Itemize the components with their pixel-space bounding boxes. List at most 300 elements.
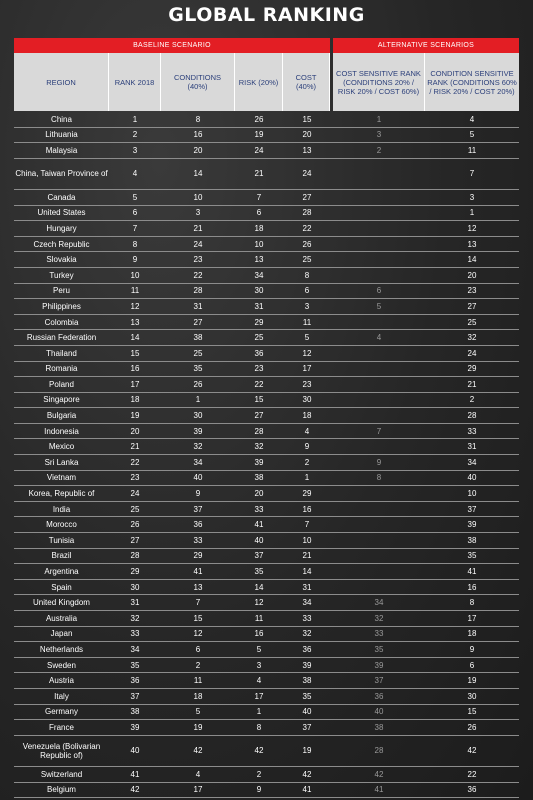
conditions-cell: 37 (193, 504, 203, 514)
rank-cell: 42 (130, 785, 140, 795)
cost-sensitive-cell (333, 190, 425, 205)
cost-cell: 21 (302, 551, 312, 561)
table-row (14, 705, 519, 721)
risk-cell: 18 (254, 223, 264, 233)
risk-cell: 4 (256, 676, 262, 686)
region-cell: India (52, 504, 71, 514)
rank-cell: 20 (130, 426, 140, 436)
risk-cell: 37 (254, 551, 264, 561)
table-row (14, 439, 519, 455)
conditions-cell: 29 (193, 551, 203, 561)
cost-cell: 28 (302, 208, 312, 218)
rank-cell: 18 (130, 395, 140, 405)
condition-sensitive-cell: 31 (467, 442, 477, 452)
risk-cell: 11 (254, 613, 264, 623)
risk-cell: 20 (254, 489, 264, 499)
condition-sensitive-cell: 33 (467, 426, 477, 436)
conditions-cell: 9 (195, 489, 201, 499)
cost-cell: 31 (302, 582, 312, 592)
rank-cell: 21 (130, 442, 140, 452)
risk-cell: 23 (254, 364, 264, 374)
column-header-rank: RANK 2018 (109, 53, 161, 111)
conditions-cell: 24 (193, 239, 203, 249)
condition-sensitive-cell: 34 (467, 457, 477, 467)
cost-sensitive-cell: 7 (376, 426, 382, 436)
cost-cell: 33 (302, 613, 312, 623)
cost-sensitive-cell (333, 408, 425, 423)
cost-sensitive-cell: 4 (376, 333, 382, 343)
condition-sensitive-cell: 10 (467, 489, 477, 499)
cost-sensitive-cell (333, 237, 425, 252)
column-header-risk: RISK (20%) (235, 53, 283, 111)
conditions-cell: 28 (193, 286, 203, 296)
rank-cell: 27 (130, 535, 140, 545)
rank-cell: 33 (130, 629, 140, 639)
cost-cell: 34 (302, 598, 312, 608)
condition-sensitive-cell: 39 (467, 520, 477, 530)
condition-sensitive-cell: 25 (467, 317, 477, 327)
region-cell: Sweden (47, 660, 76, 670)
cost-sensitive-cell: 39 (374, 660, 384, 670)
conditions-cell: 19 (193, 722, 203, 732)
region-cell: Korea, Republic of (28, 489, 95, 499)
region-cell: Malaysia (45, 145, 78, 155)
table-row (14, 486, 519, 502)
risk-cell: 2 (256, 769, 262, 779)
condition-sensitive-cell: 3 (469, 192, 475, 202)
region-cell: Indonesia (44, 426, 79, 436)
cost-sensitive-cell (333, 549, 425, 564)
conditions-cell: 2 (195, 660, 201, 670)
table-row (14, 346, 519, 362)
conditions-cell: 17 (193, 785, 203, 795)
cost-sensitive-cell (333, 206, 425, 221)
region-cell: Slovakia (46, 255, 77, 265)
cost-sensitive-cell (333, 377, 425, 392)
condition-sensitive-cell: 19 (467, 676, 477, 686)
rank-cell: 32 (130, 613, 140, 623)
rank-cell: 3 (132, 145, 138, 155)
rank-cell: 15 (130, 348, 140, 358)
table-row (14, 720, 519, 736)
table-row (14, 642, 519, 658)
cost-sensitive-cell: 37 (374, 676, 384, 686)
risk-cell: 34 (254, 270, 264, 280)
region-cell: Germany (45, 707, 78, 717)
condition-sensitive-cell: 35 (467, 551, 477, 561)
risk-cell: 25 (254, 333, 264, 343)
conditions-cell: 16 (193, 130, 203, 140)
cost-sensitive-cell (333, 159, 425, 189)
rank-cell: 2 (132, 130, 138, 140)
conditions-cell: 18 (193, 691, 203, 701)
region-cell: Morocco (46, 520, 77, 530)
cost-sensitive-cell: 3 (376, 130, 382, 140)
region-cell: Peru (53, 286, 70, 296)
region-cell: Italy (54, 691, 69, 701)
cost-cell: 23 (302, 379, 312, 389)
cost-cell: 8 (304, 270, 310, 280)
risk-cell: 32 (254, 442, 264, 452)
cost-cell: 30 (302, 395, 312, 405)
table-row (14, 517, 519, 533)
rank-cell: 25 (130, 504, 140, 514)
conditions-cell: 35 (193, 364, 203, 374)
page-title: GLOBAL RANKING (168, 4, 365, 26)
condition-sensitive-cell: 17 (467, 613, 477, 623)
risk-cell: 7 (256, 192, 262, 202)
conditions-cell: 12 (193, 629, 203, 639)
region-cell: Hungary (46, 223, 77, 233)
conditions-cell: 4 (195, 769, 201, 779)
cost-cell: 11 (302, 317, 312, 327)
region-cell: Colombia (44, 317, 79, 327)
region-cell: Poland (49, 379, 74, 389)
cost-sensitive-cell: 40 (374, 707, 384, 717)
baseline-scenario-header: BASELINE SCENARIO (14, 38, 330, 53)
condition-sensitive-cell: 36 (467, 785, 477, 795)
condition-sensitive-cell: 4 (469, 114, 475, 124)
column-header-conditions: CONDITIONS (40%) (161, 53, 235, 111)
region-cell: Austria (49, 676, 74, 686)
risk-cell: 19 (254, 130, 264, 140)
risk-cell: 29 (254, 317, 264, 327)
risk-cell: 1 (256, 707, 262, 717)
table-row (14, 377, 519, 393)
rank-cell: 14 (130, 333, 140, 343)
table-row (14, 330, 519, 346)
condition-sensitive-cell: 9 (469, 644, 475, 654)
cost-sensitive-cell: 5 (376, 301, 382, 311)
table-row (14, 237, 519, 253)
rank-cell: 29 (130, 567, 140, 577)
rank-cell: 35 (130, 660, 140, 670)
cost-cell: 24 (302, 169, 312, 179)
table-row (14, 783, 519, 799)
condition-sensitive-cell: 18 (467, 629, 477, 639)
risk-cell: 15 (254, 395, 264, 405)
risk-cell: 36 (254, 348, 264, 358)
risk-cell: 13 (254, 255, 264, 265)
table-row (14, 252, 519, 268)
cost-cell: 36 (302, 644, 312, 654)
condition-sensitive-cell: 21 (467, 379, 477, 389)
risk-cell: 33 (254, 504, 264, 514)
cost-cell: 42 (302, 769, 312, 779)
table-row (14, 408, 519, 424)
rank-cell: 22 (130, 457, 140, 467)
conditions-cell: 38 (193, 333, 203, 343)
conditions-cell: 31 (193, 301, 203, 311)
cost-cell: 6 (304, 286, 310, 296)
table-row (14, 159, 519, 190)
cost-cell: 16 (302, 504, 312, 514)
rank-cell: 38 (130, 707, 140, 717)
rank-cell: 9 (132, 255, 138, 265)
table-row (14, 128, 519, 144)
risk-cell: 16 (254, 629, 264, 639)
cost-sensitive-cell: 8 (376, 473, 382, 483)
risk-cell: 8 (256, 722, 262, 732)
table-row (14, 595, 519, 611)
cost-cell: 1 (304, 473, 310, 483)
rank-cell: 17 (130, 379, 140, 389)
condition-sensitive-cell: 32 (467, 333, 477, 343)
condition-sensitive-cell: 30 (467, 691, 477, 701)
rank-cell: 36 (130, 676, 140, 686)
conditions-cell: 7 (195, 598, 201, 608)
condition-sensitive-cell: 15 (467, 707, 477, 717)
cost-sensitive-cell: 41 (374, 785, 384, 795)
condition-sensitive-cell: 6 (469, 660, 475, 670)
risk-cell: 24 (254, 145, 264, 155)
cost-cell: 39 (302, 660, 312, 670)
risk-cell: 9 (256, 785, 262, 795)
condition-sensitive-cell: 2 (469, 395, 475, 405)
cost-sensitive-cell (333, 315, 425, 330)
cost-cell: 40 (302, 707, 312, 717)
condition-sensitive-cell: 1 (469, 208, 475, 218)
risk-cell: 40 (254, 535, 264, 545)
conditions-cell: 21 (193, 223, 203, 233)
risk-cell: 28 (254, 426, 264, 436)
ranking-table-body (14, 112, 519, 798)
condition-sensitive-cell: 40 (467, 473, 477, 483)
region-cell: Romania (45, 364, 78, 374)
cost-cell: 14 (302, 567, 312, 577)
conditions-cell: 8 (195, 114, 201, 124)
region-cell: France (49, 722, 74, 732)
table-row (14, 143, 519, 159)
cost-cell: 17 (302, 364, 312, 374)
conditions-cell: 33 (193, 535, 203, 545)
conditions-cell: 10 (193, 192, 203, 202)
conditions-cell: 11 (193, 676, 203, 686)
conditions-cell: 13 (193, 582, 203, 592)
rank-cell: 40 (130, 746, 140, 756)
column-header-condition-sensitive: CONDITION SENSITIVE RANK (CONDITIONS 60% / RISK 20% / COST 20%) (425, 53, 519, 111)
column-header-cost-sensitive: COST SENSITIVE RANK (CONDITIONS 20% / RISK 20% / COST 60%) (333, 53, 425, 111)
region-cell: Switzerland (40, 769, 83, 779)
region-cell: Vietnam (46, 473, 77, 483)
rank-cell: 12 (130, 301, 140, 311)
cost-cell: 15 (302, 114, 312, 124)
region-cell: Sri Lanka (44, 457, 79, 467)
region-cell: Canada (47, 192, 76, 202)
conditions-cell: 34 (193, 457, 203, 467)
cost-sensitive-cell (333, 252, 425, 267)
conditions-cell: 30 (193, 411, 203, 421)
risk-cell: 39 (254, 457, 264, 467)
cost-sensitive-cell: 33 (374, 629, 384, 639)
alternative-scenarios-header: ALTERNATIVE SCENARIOS (333, 38, 519, 53)
cost-sensitive-cell (333, 533, 425, 548)
table-row (14, 767, 519, 783)
cost-sensitive-cell (333, 221, 425, 236)
condition-sensitive-cell: 28 (467, 411, 477, 421)
cost-sensitive-cell (333, 439, 425, 454)
cost-sensitive-cell (333, 362, 425, 377)
table-row (14, 658, 519, 674)
cost-sensitive-cell: 34 (374, 598, 384, 608)
condition-sensitive-cell: 26 (467, 722, 477, 732)
rank-cell: 4 (132, 169, 138, 179)
cost-sensitive-cell: 6 (376, 286, 382, 296)
rank-cell: 11 (130, 286, 140, 296)
table-row (14, 190, 519, 206)
table-row (14, 611, 519, 627)
cost-sensitive-cell: 38 (374, 722, 384, 732)
region-cell: Lithuania (45, 130, 78, 140)
conditions-cell: 15 (193, 613, 203, 623)
column-header-cost: COST (40%) (283, 53, 330, 111)
region-cell: United Kingdom (33, 598, 90, 608)
cost-cell: 22 (302, 223, 312, 233)
rank-cell: 37 (130, 691, 140, 701)
conditions-cell: 42 (193, 746, 203, 756)
cost-sensitive-cell: 35 (374, 644, 384, 654)
rank-cell: 13 (130, 317, 140, 327)
region-cell: Singapore (43, 395, 80, 405)
cost-cell: 35 (302, 691, 312, 701)
region-cell: Turkey (49, 270, 74, 280)
region-cell: Russian Federation (26, 333, 97, 343)
condition-sensitive-cell: 16 (467, 582, 477, 592)
table-row (14, 362, 519, 378)
region-cell: Venezuela (Bolivarian Republic of) (22, 741, 101, 760)
conditions-cell: 40 (193, 473, 203, 483)
risk-cell: 21 (254, 169, 264, 179)
cost-sensitive-cell: 32 (374, 613, 384, 623)
cost-cell: 29 (302, 489, 312, 499)
cost-cell: 12 (302, 348, 312, 358)
table-row (14, 736, 519, 767)
condition-sensitive-cell: 12 (467, 223, 477, 233)
region-cell: Philippines (42, 301, 81, 311)
condition-sensitive-cell: 5 (469, 130, 475, 140)
cost-sensitive-cell: 1 (376, 114, 382, 124)
table-row (14, 502, 519, 518)
table-row (14, 455, 519, 471)
rank-cell: 28 (130, 551, 140, 561)
conditions-cell: 41 (193, 567, 203, 577)
table-row (14, 533, 519, 549)
region-cell: Czech Republic (33, 239, 90, 249)
region-cell: Japan (50, 629, 73, 639)
table-row (14, 268, 519, 284)
cost-cell: 25 (302, 255, 312, 265)
cost-cell: 4 (304, 426, 310, 436)
region-cell: Netherlands (39, 644, 84, 654)
cost-sensitive-cell: 28 (374, 746, 384, 756)
cost-sensitive-cell (333, 346, 425, 361)
cost-sensitive-cell (333, 268, 425, 283)
conditions-cell: 5 (195, 707, 201, 717)
rank-cell: 6 (132, 208, 138, 218)
rank-cell: 10 (130, 270, 140, 280)
cost-cell: 3 (304, 301, 310, 311)
risk-cell: 12 (254, 598, 264, 608)
cost-cell: 5 (304, 333, 310, 343)
rank-cell: 8 (132, 239, 138, 249)
cost-sensitive-cell (333, 393, 425, 408)
table-row (14, 424, 519, 440)
region-cell: China (51, 114, 72, 124)
condition-sensitive-cell: 24 (467, 348, 477, 358)
rank-cell: 16 (130, 364, 140, 374)
column-header-region: REGION (14, 53, 109, 111)
condition-sensitive-cell: 7 (469, 169, 475, 179)
cost-cell: 27 (302, 192, 312, 202)
rank-cell: 24 (130, 489, 140, 499)
risk-cell: 30 (254, 286, 264, 296)
rank-cell: 31 (130, 598, 140, 608)
condition-sensitive-cell: 38 (467, 535, 477, 545)
cost-sensitive-cell (333, 486, 425, 501)
risk-cell: 17 (254, 691, 264, 701)
table-row (14, 393, 519, 409)
risk-cell: 22 (254, 379, 264, 389)
region-cell: China, Taiwan Province of (15, 169, 108, 179)
rank-cell: 7 (132, 223, 138, 233)
risk-cell: 31 (254, 301, 264, 311)
table-row (14, 112, 519, 128)
rank-cell: 30 (130, 582, 140, 592)
condition-sensitive-cell: 22 (467, 769, 477, 779)
risk-cell: 42 (254, 746, 264, 756)
rank-cell: 5 (132, 192, 138, 202)
conditions-cell: 6 (195, 644, 201, 654)
risk-cell: 5 (256, 644, 262, 654)
conditions-cell: 3 (195, 208, 201, 218)
cost-cell: 32 (302, 629, 312, 639)
region-cell: Mexico (48, 442, 75, 452)
cost-sensitive-cell: 42 (374, 769, 384, 779)
region-cell: Argentina (44, 567, 79, 577)
rank-cell: 41 (130, 769, 140, 779)
region-cell: Belgium (47, 785, 76, 795)
condition-sensitive-cell: 20 (467, 270, 477, 280)
risk-cell: 41 (254, 520, 264, 530)
cost-cell: 9 (304, 442, 310, 452)
conditions-cell: 22 (193, 270, 203, 280)
conditions-cell: 39 (193, 426, 203, 436)
conditions-cell: 36 (193, 520, 203, 530)
condition-sensitive-cell: 42 (467, 746, 477, 756)
risk-cell: 10 (254, 239, 264, 249)
table-row (14, 299, 519, 315)
risk-cell: 27 (254, 411, 264, 421)
table-row (14, 471, 519, 487)
cost-cell: 10 (302, 535, 312, 545)
cost-cell: 41 (302, 785, 312, 795)
conditions-cell: 23 (193, 255, 203, 265)
condition-sensitive-cell: 41 (467, 567, 477, 577)
conditions-cell: 20 (193, 145, 203, 155)
condition-sensitive-cell: 8 (469, 598, 475, 608)
rank-cell: 1 (132, 114, 138, 124)
region-cell: Brazil (51, 551, 72, 561)
condition-sensitive-cell: 13 (467, 239, 477, 249)
cost-sensitive-cell (333, 564, 425, 579)
condition-sensitive-cell: 23 (467, 286, 477, 296)
conditions-cell: 25 (193, 348, 203, 358)
risk-cell: 26 (254, 114, 264, 124)
rank-cell: 19 (130, 411, 140, 421)
condition-sensitive-cell: 37 (467, 504, 477, 514)
table-row (14, 627, 519, 643)
cost-cell: 19 (302, 746, 312, 756)
